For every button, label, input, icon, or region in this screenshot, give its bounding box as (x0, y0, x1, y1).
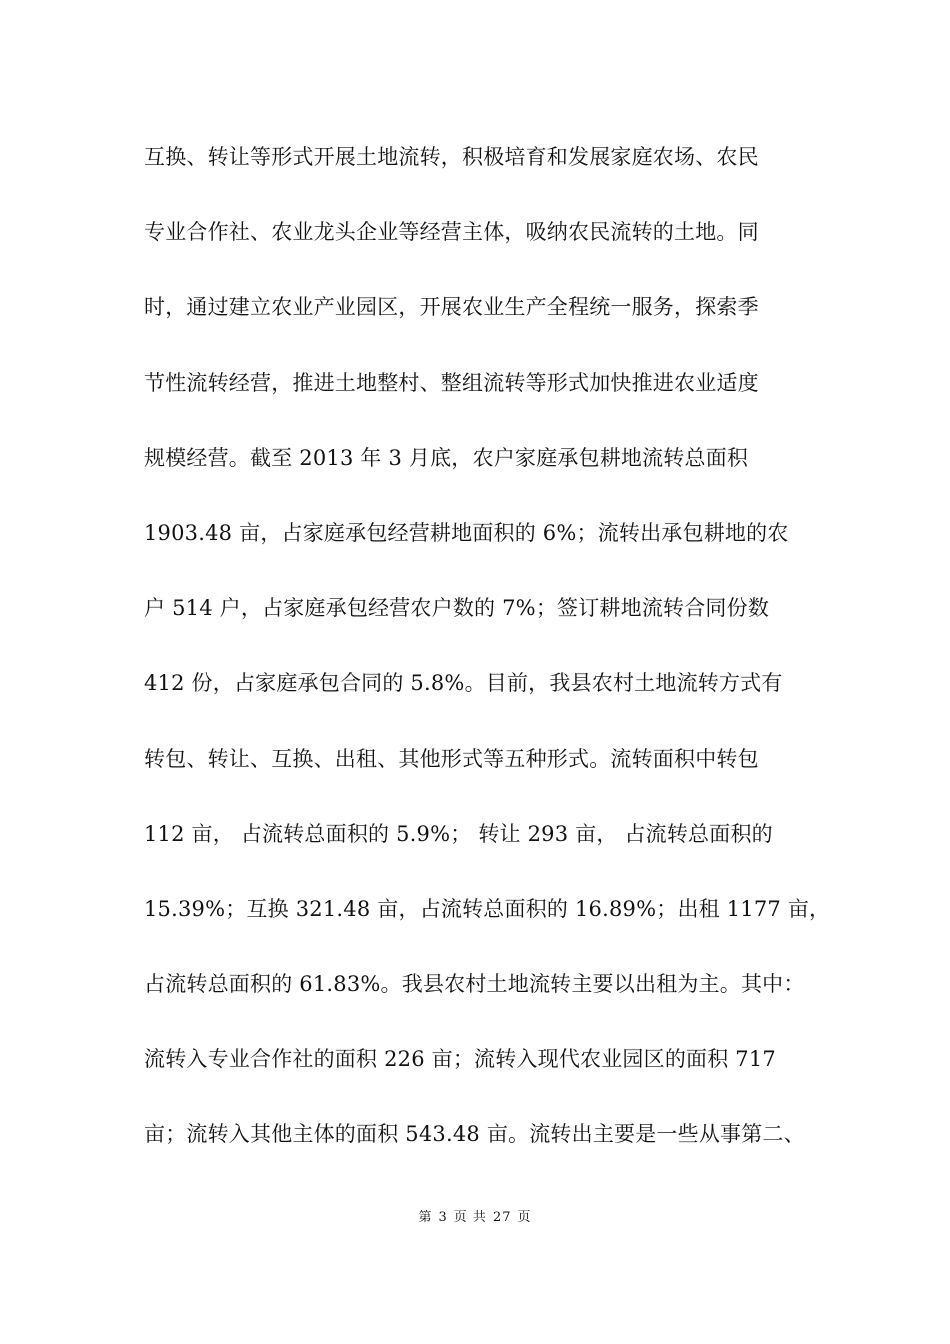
text-line: 转包、转让、互换、出租、其他形式等五种形式。流转面积中转包 (144, 746, 759, 771)
body-text (144, 138, 831, 1191)
text-line: 专业合作社、农业龙头企业等经营主体，吸纳农民流转的土地。同 (144, 220, 759, 245)
text-line: 112 亩， 占流转总面积的 5.9%； 转让 293 亩， 占流转总面积的 (144, 821, 773, 846)
text-line: 户 514 户，占家庭承包经营农户数的 7%；签订耕地流转合同份数 (144, 596, 770, 621)
text-line: 流转入专业合作社的面积 226 亩；流转入现代农业园区的面积 717 (144, 1047, 776, 1072)
footer-suffix: 页 (517, 1210, 532, 1225)
text-line: 占流转总面积的 61.83%。我县农村土地流转主要以出租为主。其中： (144, 972, 805, 997)
footer-middle: 页 共 (453, 1210, 487, 1225)
text-line: 412 份，占家庭承包合同的 5.8%。目前，我县农村土地流转方式有 (144, 671, 783, 696)
text-line: 时，通过建立农业产业园区，开展农业生产全程统一服务，探索季 (144, 295, 759, 320)
footer-current-page: 3 (438, 1210, 448, 1225)
page-footer (0, 1206, 950, 1225)
text-line: 1903.48 亩，占家庭承包经营耕地面积的 6%；流转出承包耕地的农 (144, 520, 789, 545)
text-line: 15.39%；互换 321.48 亩，占流转总面积的 16.89%；出租 1177 亩， (144, 896, 831, 921)
footer-total-pages: 27 (492, 1210, 512, 1225)
footer-prefix: 第 (418, 1210, 433, 1225)
text-line: 亩；流转入其他主体的面积 543.48 亩。流转出主要是一些从事第二、 (144, 1122, 805, 1147)
text-line: 节性流转经营，推进土地整村、整组流转等形式加快推进农业适度 (144, 370, 759, 395)
text-line: 规模经营。截至 2013 年 3 月底，农户家庭承包耕地流转总面积 (144, 445, 749, 470)
text-line: 互换、转让等形式开展土地流转，积极培育和发展家庭农场、农民 (144, 145, 759, 169)
